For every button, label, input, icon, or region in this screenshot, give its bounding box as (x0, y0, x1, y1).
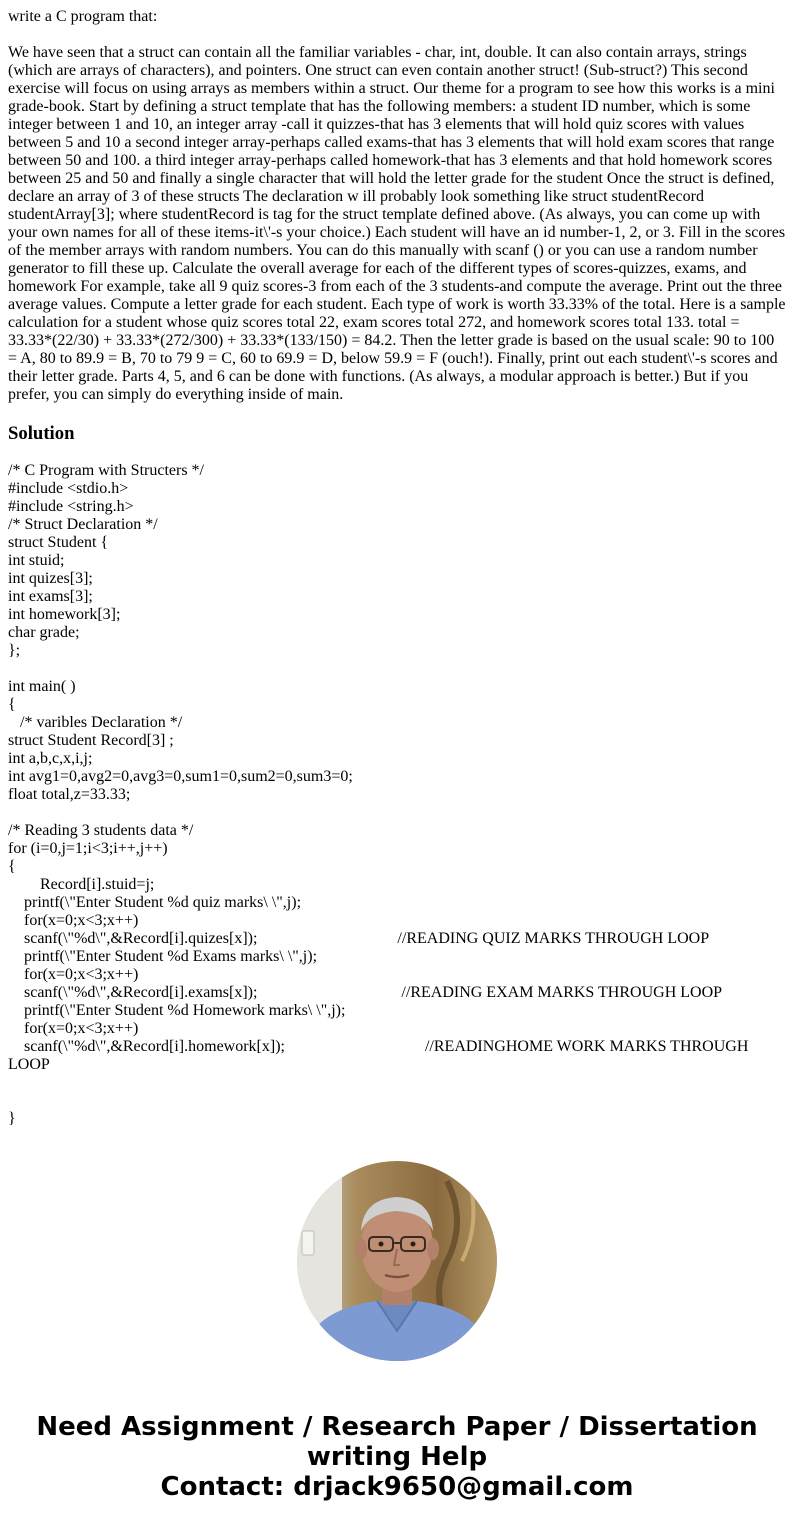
code-line: /* C Program with Structers */ (8, 462, 204, 479)
author-avatar (297, 1161, 497, 1361)
code-line: printf(\"Enter Student %d Homework marks\ \",j); (8, 1002, 346, 1019)
code-line: for (i=0,j=1;i<3;i++,j++) (8, 840, 168, 857)
code-line: { (8, 696, 16, 713)
code-line: int homework[3]; (8, 606, 121, 623)
code-line: struct Student { (8, 534, 109, 551)
code-line (8, 1074, 786, 1092)
code-line: #include <string.h> (8, 498, 134, 515)
code-line: }; (8, 642, 21, 659)
code-line: scanf(\"%d\",&Record[i].quizes[x]); //READING QUIZ MARKS THROUGH LOOP (8, 930, 710, 947)
code-line: int stuid; (8, 552, 65, 569)
code-line: /* varibles Declaration */ (8, 714, 183, 731)
code-line: printf(\"Enter Student %d quiz marks\ \",j); (8, 894, 302, 911)
code-line: int quizes[3]; (8, 570, 93, 587)
code-line: int a,b,c,x,i,j; (8, 750, 93, 767)
code-line: int avg1=0,avg2=0,avg3=0,sum1=0,sum2=0,sum3=0; (8, 768, 353, 785)
code-line: scanf(\"%d\",&Record[i].homework[x]); //READINGHOME WORK MARKS THROUGH LOOP (8, 1038, 753, 1073)
page (0, 8, 794, 1128)
code-line (8, 1092, 786, 1110)
code-line: #include <stdio.h> (8, 480, 129, 497)
solution-heading: Solution (8, 423, 75, 444)
code-line: char grade; (8, 624, 80, 641)
promo-contact: Contact: drjack9650@gmail.com (160, 1472, 634, 1502)
code-line: struct Student Record[3] ; (8, 732, 174, 749)
code-line: /* Struct Declaration */ (8, 516, 158, 533)
code-line: } (8, 1110, 16, 1127)
code-line: Record[i].stuid=j; (8, 876, 155, 893)
author-photo-icon (297, 1161, 497, 1361)
solution-code (8, 462, 786, 1128)
code-line: for(x=0;x<3;x++) (8, 912, 139, 929)
promo-banner (0, 1412, 794, 1502)
code-line: /* Reading 3 students data */ (8, 822, 194, 839)
promo-headline: Need Assignment / Research Paper / Dissertation writing Help (36, 1412, 758, 1472)
question-body: We have seen that a struct can contain all the familiar variables - char, int, double. It can also contain arrays, strings (which are arrays of characters), and pointers. One struct can even contain another struct! (Sub-struct?) This second exercise will focus on using arrays as members within a struct. Our theme for a program to see how this works is a mini grade-book. Start by defining a struct template that has the following members: a student ID number, which is some integer between 1 and 10, an integer array -call it quizzes-that has 3 elements that will hold quiz scores with values between 5 and 10 a second integer array-perhaps called exams-that has 3 elements that will hold exam scores that range between 50 and 100. a third integer array-perhaps called homework-that has 3 elements and that hold homework scores between 25 and 50 and finally a single character that will hold the letter grade for the student Once the struct is defined, declare an array of 3 of these structs The declaration w ill probably look something like struct studentRecord studentArray[3]; where studentRecord is tag for the struct template defined above. (As always, you can come up with your own names for all of these items-it\'-s your choice.) Each student will have an id number-1, 2, or 3. Fill in the scores of the member arrays with random numbers. You can do this manually with scanf () or you can use a random number generator to fill these up. Calculate the overall average for each of the different types of scores-quizzes, exams, and homework For example, take all 9 quiz scores-3 from each of the 3 students-and compute the average. Print out the three average values. Compute a letter grade for each student. Each type of work is worth 33.33% of the total. Here is a sample calculation for a student whose quiz scores total 22, exam scores total 272, and homework scores total 133. total = 33.33*(22/30) + 33.33*(272/300) + 33.33*(133/150) = 84.2. Then the letter grade is based on the usual scale: 90 to 100 = A, 80 to 89.9 = B, 70 to 79 9 = C, 60 to 69.9 = D, below 59.9 = F (ouch!). Finally, print out each student\'-s scores and their letter grade. Parts 4, 5, and 6 can be done with functions. (As always, a modular approach is better.) But if you prefer, you can simply do everything inside of main. (8, 44, 786, 403)
code-line: for(x=0;x<3;x++) (8, 1020, 139, 1037)
code-line (8, 804, 786, 822)
code-line (8, 660, 786, 678)
code-line: printf(\"Enter Student %d Exams marks\ \",j); (8, 948, 318, 965)
code-line: for(x=0;x<3;x++) (8, 966, 139, 983)
code-line: float total,z=33.33; (8, 786, 131, 803)
code-line: scanf(\"%d\",&Record[i].exams[x]); //READING EXAM MARKS THROUGH LOOP (8, 984, 723, 1001)
question-intro: write a C program that: (8, 8, 158, 25)
code-line: int exams[3]; (8, 588, 93, 605)
code-line: int main( ) (8, 678, 76, 695)
code-line: { (8, 858, 16, 875)
